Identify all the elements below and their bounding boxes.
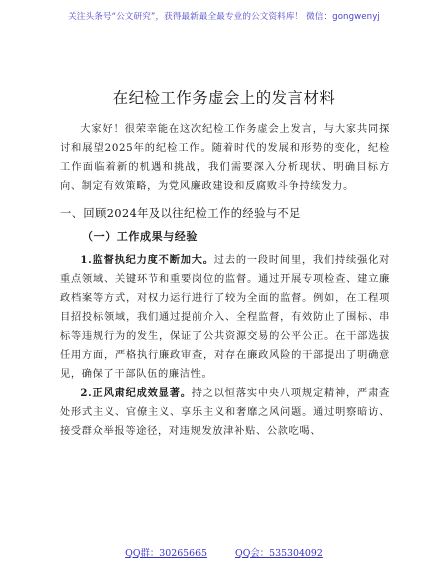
subsection-heading-1: （一）工作成果与经验 [82, 230, 198, 244]
header-banner: 关注头条号“公文研究”，获得最新最全最专业的公文资料库！ 微信：gongwenyj [68, 12, 380, 22]
document-title: 在纪检工作务虚会上的发言材料 [112, 89, 336, 107]
footer-qq[interactable]: QQ会：535304092 [235, 548, 323, 559]
paragraph-item-2 [60, 384, 390, 441]
item-2-text: 持之以恒落实中央八项规定精神，严肃查处形式主义、官僚主义、享乐主义和奢靡之风问题。通过明察暗访、接受群众举报等途径，对违规发放津补贴、公款吃喝、 [60, 388, 390, 438]
footer [0, 545, 448, 559]
paragraph-item-1 [60, 251, 390, 385]
document-body [60, 120, 390, 442]
item-1-lead: 1.监督执纪力度不断加大。 [80, 253, 214, 266]
footer-qq-group[interactable]: QQ群：30265665 [125, 548, 208, 559]
item-1-text: 过去的一段时间里，我们持续强化对重点领域、关键环节和重要岗位的监督。通过开展专项检查、建立廉政档案等方式，对权力运行进行了较为全面的监督。例如，在工程项目招投标领域，我们通过提前介入、全程监督，有效防止了围标、串标等违规行为的发生，保证了公共资源交易的公平公正。在干部选拔任用方面，严格执行廉政审查，对存在廉政风险的干部提出了明确意见，确保了干部队伍的廉洁性。 [60, 254, 391, 381]
section-heading-1: 一、回顾2024年及以往纪检工作的经验与不足 [60, 207, 301, 221]
item-2-lead: 2.正风肃纪成效显著。 [80, 387, 192, 400]
intro-paragraph: 大家好！很荣幸能在这次纪检工作务虚会上发言，与大家共同探讨和展望2025年的纪检工作。随着时代的发展和形势的变化，纪检工作面临着新的机遇和挑战，我们需要深入分析现状、明确目标方向、制定有效策略，为党风廉政建设和反腐败斗争持续发力。 [60, 124, 390, 193]
